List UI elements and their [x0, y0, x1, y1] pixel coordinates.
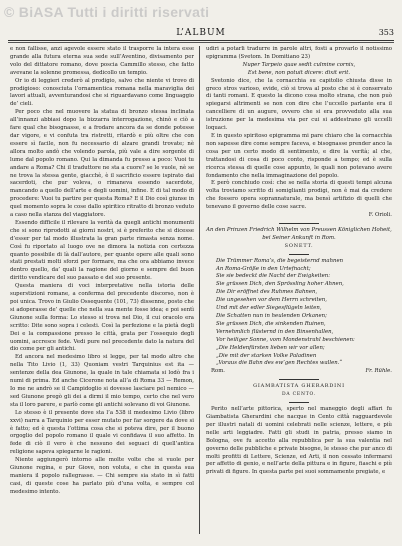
poem-line: Sie grüssen Dich, den Sprössling hoher Ahnen, [216, 281, 344, 288]
poem-line: Die ungesehen vor dem Herrn schreiten, [216, 297, 327, 304]
paragraph: Perito nell’arte pittorica, sperto nel maneggio degli affari fu Giambatista Gherardini che nacque in Cento città ragguardevole per illustri natali di uomini celebrati nelle scienze, lettere, e più nelle arti leggiadre. Fatti gli studi in patria, presso siamo in Bologna, ove fu accetto alla repubblica per la sua valentia nel governo delle pubbliche e private bisogne, le stesso che pur anco di molti profitti di Lettere, Scienze, ed Arti, il non cessato infermarsi per affetto di genio, e nell’arte della pittura e in figure, fiaschi e più privati di figure. In questa parte pei suoi sommamente pregiate, e [206, 406, 392, 476]
poem-signature [206, 368, 392, 376]
paragraph: E però conchiudo così: che se nella storia di questi tempi alcuna volta troviamo scritto di somiglianti prodigi, non è mai da credere che fossero opera soprannaturale, ma bensì artifizio di quelli che tenevano il governo delle cose sacre. [206, 180, 392, 211]
poem-line: Die Schatten nun in heulenden Orkanen; [216, 313, 327, 319]
section-title-rule [289, 402, 309, 403]
section-title: GIAMBATISTA GHERARDINI [253, 383, 345, 390]
paragraph: E in questo spiritoso epigramma mi pare chiaro che la cornacchia non sapesse dire come sempre faceva, e bisognasse prender anco la cosa per un certo modo di sentimento, e dire la verità; al che, trattandosi di cosa di poco conto, risponde a tempo; ed è sulla ricerca stessa di quelle cose appunto, le quali non potevano avere fondamento che nella immaginazione del popolo. [206, 132, 392, 179]
epigram-line: Nuper Tarpeio quae sedit culmine cornix, [242, 61, 356, 68]
poem-line: „Die mit der starken Volke Paladinen [216, 352, 317, 359]
poem-title-rule [289, 254, 309, 255]
paragraph: Lo stesso è il presente dove sta l’a 538 il medesimo Livio (libro xxvi) narra a Tarquinio per esser mutato per far sorgere da dove si è fatto; ed è questa l’ottima cosa che si poteva dire, per il buono orgoglio del popolo romano il quale vi confidava il suo affetto. In fede di ciò il vero è che nessuno dei seguaci di quell’antica religione sapeva spiegarne le ragioni. [10, 409, 194, 456]
journal-title: L’ALBUM [176, 28, 226, 38]
poem [206, 258, 392, 369]
poem-title: SONETT. [284, 242, 314, 249]
poem-line: Vernehmlich flüsternd in den Binsenhallen, [216, 328, 334, 335]
left-column [10, 46, 194, 497]
copyright-watermark: © BiASA Tutti i diritti riservati [4, 4, 210, 20]
paragraph: Per poco che nel muovere la statua di bronzo stessa inclinata all’innanzi abbiasi dopo la bizzarra interrogazione, chinò e ciò a fare qual che bisognasse, e a frodare ancora da se donde potesse dar vigore, e vi confuta tra ristretti, ritardò e più oltre che con essere sì facile, non fu necessario di alzare grandi trovate; nè allora molto andò che volendo parola, più vale a dire sorgente di lume dal popolo romano. Qui la dimanda fu presso a poco: Vuoi tu andare a Roma? Chi il traduttore ne sta a cuore? se le vuole, nè se ne trova la stessa gente, giacchè, è il sacrificio essere ispirato dai sacerdoti, che pur voleva, o rimaneva essendo sacerdote, mancando a quello dell’arte e degli uomini, infine. E di tal modo di procedere: Vuoi tu partire per questa Roma? E il Dio così giunse in quel momento sopra le cose dallo spiritico ritratto di bronzo veduto a caso nella stanza del viaggiatore. [10, 109, 194, 219]
poem-line: „Die Heldenfürsten lieben wir vor allen; [216, 344, 325, 351]
poem-place: Rom. [211, 368, 226, 375]
paragraph: Or io di leggieri crederò al prodigio, salvo che niente vi trovo di prodigioso: conosciuta l’ornamentica romana nella maraviglia dei lavori attuali, avventurandosi che si riguardavano come linguaggio de’ cieli. [10, 77, 194, 108]
poem-line: „Voraus die Bahn des ew’gen Rechtes wallen.“ [216, 360, 343, 367]
paragraph: udiri a potarli tradurre in parole altri, fosti a provarlo il notissimo epigramma (Svetom. In Domitiano 23) [206, 46, 392, 60]
epigram-line: Est bene, non potuit dicere: dixit erit. [247, 69, 351, 76]
poem-dedication: An den Prinzen Friedrich Wilhelm von Preussen Königlichen Hoheit, bei Seiner Ankunft in Rom. [206, 226, 392, 241]
page-header [8, 28, 394, 40]
poem-line: Und mit der edler Siegesflügeln leiten, [216, 305, 322, 312]
paragraph: Questa maniera di voci interpretative nella istoria delle superstizioni romane, a conferma del precedente discorso, non è poi unica. Trovo in Giulio Ossequente (101, 73) dissenne, posto che si adoperasse de’ quelle che nella sua mente fosse idea; e poi sentì Giunone sulla forma: Lo stesso si trova nel Dio, il cui oracolo era scritto: Dite sono sopra i celesti. Così la perfezione e la pietà degli Dei e la compassione presso le città, grata per l’ossequio degli uomini, accresce fede. Vedi pure nel precedente dato la natura del dio come per gli antichi. [10, 283, 194, 353]
section-rule [279, 379, 319, 380]
paragraph: Ed ancora nel medesimo libro si legge, per tal modo altro che nella Tito Livio (1, 33) Quoniam vestri Tarquinius est ita — sentenze della dea Giunone, la quale in tale chiamata si lodò fra i numi di prima. Ed anche Cicerone nota all’a di Roma 33 — Remon, Io me ne andrò se il Campidoglio si dovesse lasciare pel nemico — sed Giunone pregò gli dei a dirmi il mio tempo, certo che nel vero sta il loro parere, e parlò come gli antichi solevano di voi Giunone. [10, 354, 194, 408]
poem-line: Die Trümmer Roma’s, die begeisternd mahnen [216, 257, 344, 264]
paragraph: Niente aggiungerò intorno alle molte volte che si vuole per Giunone regina, e pur Giove, non voluta, e che in questa sua maniera il popolo rallegrasse. — Chi sempre sia stato in sì fatti casi, di queste cose ha parlato più d’una volta, e sempre col medesimo intento. [10, 457, 194, 495]
poem-line: Die Dir eröffnet des Ruhmes Bahnen, [216, 289, 318, 296]
poem-line: An Roma-Größe in den Urtefnacht; [216, 265, 311, 272]
paragraph: Essendo difficile il rilevare la verità da quegli antichi monumenti che si sono riprodotti ai giorni nostri, si è preferito che si dicesse d’esser per tal modo illustrata la gran parte rimasta senza nome. Così fu riportato al luogo ove ne dimora la notizia con certezza quanto possibile di là dall’autore, per quante opere alle quali sono stati prestati molti sforzi per formare, ma che ora abbiamo invece dentro quello, da’ quali la ragione del giorno e sempre del buon diritto vendicare del suo passato e del suo presente. [10, 219, 194, 282]
poem-line: Vor heiliger Sonne, vom Mondenstrahl beschienen: [216, 336, 355, 343]
poem-line: Sie grüssen Dich, die sinkenden Ruinen, [216, 320, 326, 327]
header-rule [8, 40, 394, 41]
section-subtitle: DA CENTO. [281, 392, 316, 398]
page-number: 353 [378, 28, 394, 37]
header-rule-thin [8, 42, 394, 43]
poem-author: Fr. Rühle. [365, 368, 392, 375]
column-divider [199, 46, 200, 534]
paragraph: Svetonio dice, che la cornacchia su capitolio chiusta disse in greco stros varioso, evide, ciò si trova al posto che si è conservato di tanti romani. E questo la dicono cosa molto strana, che non può spiegarsi altrimenti se non con dire che l’uccello parlante era il cancelliere di un augure, ovvero che si era provveduto alla sua istruzione per la medesima via per cui si addestrano gli uccelli loquaci. [206, 77, 392, 132]
right-column [206, 46, 392, 477]
paragraph: e non fallisse, anzi agevole essere stato il trasporre la intera esse grande alla futura eterna sua sede sull’Aventino, divisamento per volo del dittatore romano, dove poscia Cammillo stesso, che fatto avevane la solenne promessa, dedicollo un tempio. [10, 46, 194, 76]
signature: F. Orioli. [368, 212, 392, 219]
poem-line: Sie sie bedeckt die Nacht der Ewigkeiten: [216, 273, 331, 280]
section-rule [279, 223, 319, 224]
